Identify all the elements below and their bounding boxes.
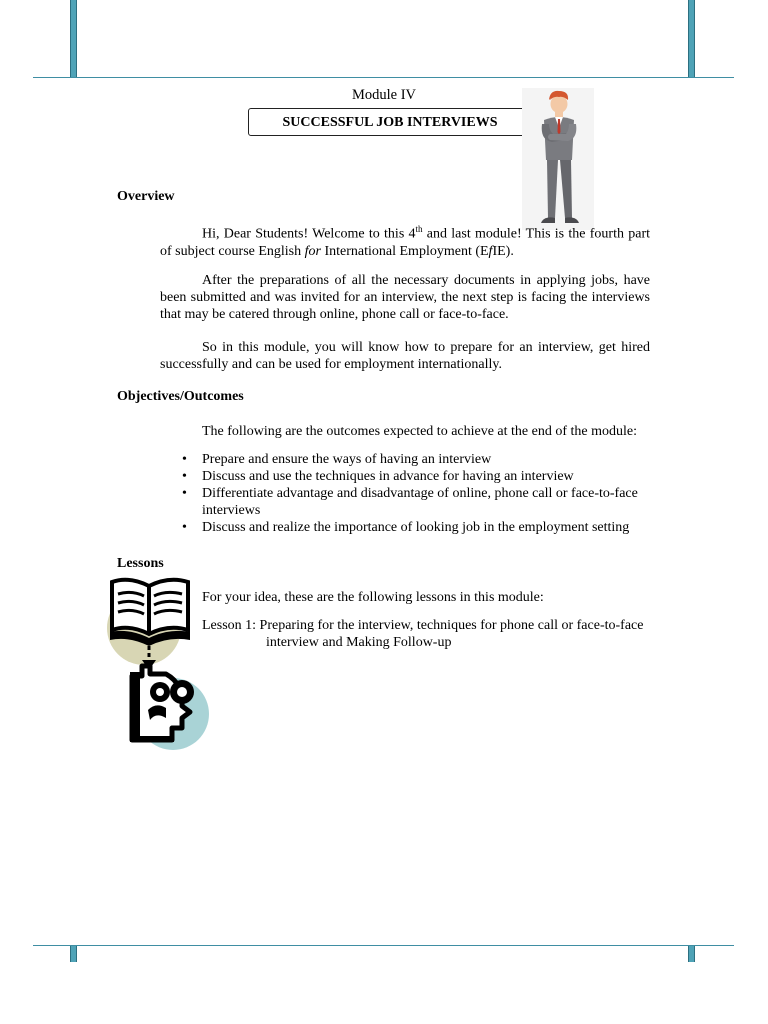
- frame-post-bottom-right: [688, 946, 695, 962]
- open-book-icon: [104, 576, 194, 672]
- lessons-heading: Lessons: [117, 556, 164, 571]
- overview-heading: Overview: [117, 189, 175, 204]
- frame-rule-bottom: [33, 945, 734, 946]
- lesson-1-title: Lesson 1: Preparing for the interview, techniques for phone call or face-to-face: [202, 618, 644, 633]
- lessons-intro: For your idea, these are the following lessons in this module:: [202, 590, 544, 605]
- module-number: Module IV: [351, 87, 417, 103]
- list-item: • Prepare and ensure the ways of having an interview: [202, 451, 692, 468]
- lesson-1: [202, 617, 650, 651]
- overview-paragraph-3: So in this module, you will know how to prepare for an interview, get hired successfully and can be used for employment internationally.: [160, 340, 650, 372]
- list-item: • Discuss and realize the importance of looking job in the employment setting: [202, 519, 692, 536]
- frame-post-bottom-left: [70, 946, 77, 962]
- overview-paragraph-1: Hi, Dear Students! Welcome to this 4th and last module! This is the fourth part of subject course English for International Employment (EfIE).: [160, 224, 650, 259]
- frame-post-top-right: [688, 0, 695, 78]
- objectives-heading: Objectives/Outcomes: [117, 389, 244, 404]
- head-with-gears-icon: [126, 662, 212, 754]
- list-item: • Differentiate advantage and disadvantage of online, phone call or face-to-face interviews: [202, 485, 692, 519]
- businessman-character-icon: [522, 88, 594, 230]
- list-item: • Discuss and use the techniques in advance for having an interview: [202, 468, 692, 485]
- module-title: SUCCESSFUL JOB INTERVIEWS: [248, 108, 532, 136]
- lesson-1-title-continued: interview and Making Follow-up: [266, 635, 452, 650]
- objectives-list: [160, 451, 692, 536]
- frame-rule-top: [33, 77, 734, 78]
- frame-post-top-left: [70, 0, 77, 78]
- overview-paragraph-2: After the preparations of all the necessary documents in applying jobs, have been submitted and was invited for an interview, the next step is facing the interviews that may be catered through online, phone call or face-to-face.: [160, 273, 650, 322]
- objectives-intro: The following are the outcomes expected to achieve at the end of the module:: [202, 424, 638, 439]
